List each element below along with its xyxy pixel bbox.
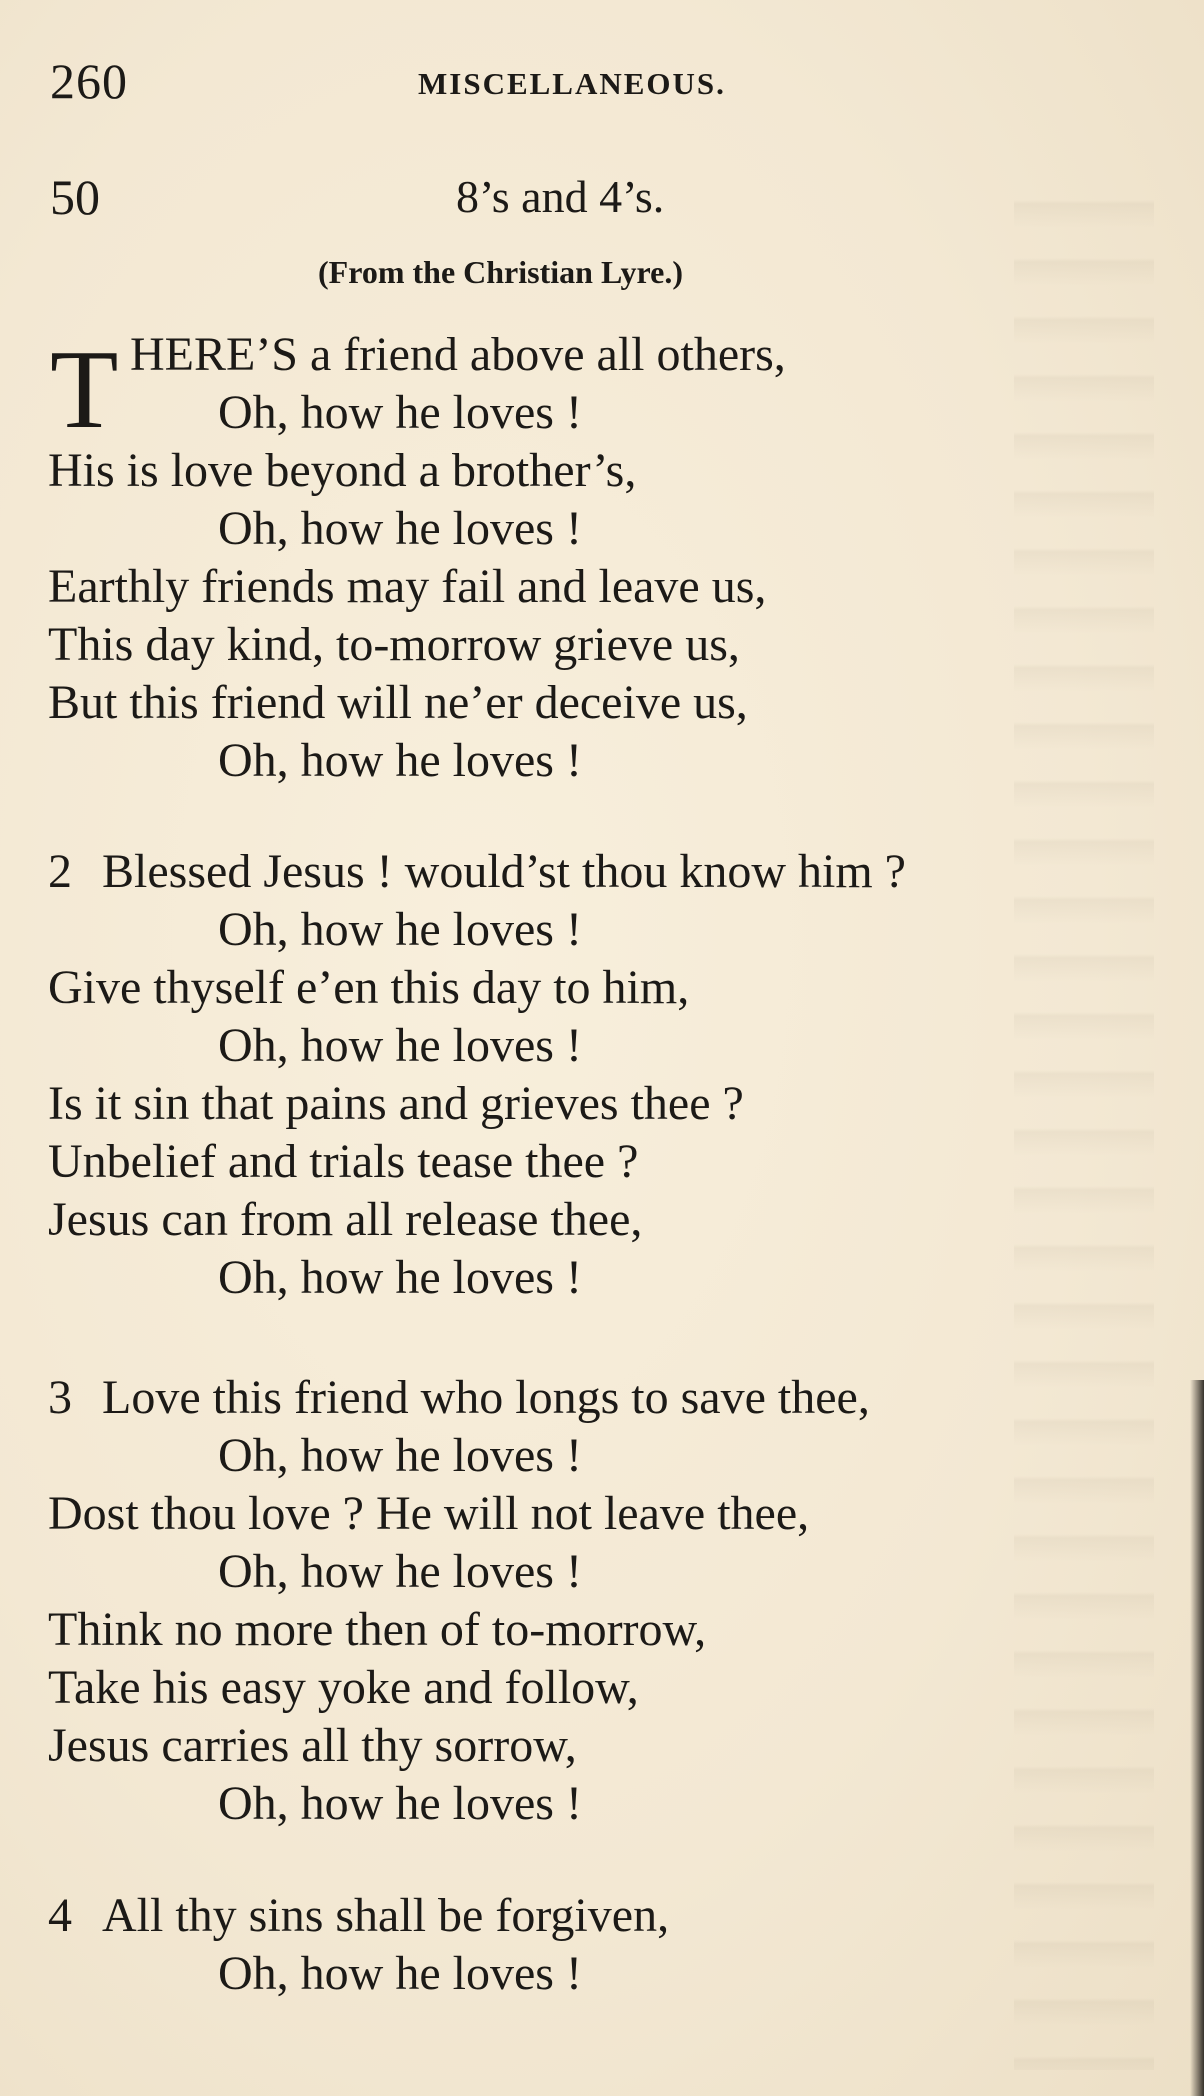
page-edge-shadow <box>1190 1380 1204 2096</box>
verse-line: Oh, how he loves ! <box>218 734 582 787</box>
verse-line: Oh, how he loves ! <box>218 386 582 439</box>
verse-line: Oh, how he loves ! <box>218 1545 582 1598</box>
hymn-heading <box>50 168 1150 238</box>
stanza-number: 2 <box>48 845 72 898</box>
hymn-source: (From the Christian Lyre.) <box>318 254 683 290</box>
stanza-3 <box>48 1369 1148 1833</box>
stanza-number: 4 <box>48 1889 72 1942</box>
verse-line: His is love beyond a brother’s, <box>48 444 637 497</box>
verse-line: But this friend will ne’er deceive us, <box>48 676 748 729</box>
hymn-meter: 8’s and 4’s. <box>456 171 665 222</box>
verse-line-text: All thy sins shall be forgiven, <box>102 1889 670 1942</box>
verse-line: Think no more then of to-morrow, <box>48 1603 707 1656</box>
verse-line-numbered <box>48 1887 1148 1945</box>
verse-line: Oh, how he loves ! <box>218 1429 582 1482</box>
verse-line: Oh, how he loves ! <box>218 903 582 956</box>
stanza-4 <box>48 1887 1148 2003</box>
verse-line: Oh, how he loves ! <box>218 502 582 555</box>
stanza-number: 3 <box>48 1371 72 1424</box>
verse-line: Give thyself e’en this day to him, <box>48 961 690 1014</box>
verse-line: Dost thou love ? He will not leave thee, <box>48 1487 810 1540</box>
verse-line: Oh, how he loves ! <box>218 1777 582 1830</box>
running-head: MISCELLANEOUS. <box>418 66 726 101</box>
verse-line-text: Blessed Jesus ! would’st thou know him ? <box>102 845 906 898</box>
verse-line: Oh, how he loves ! <box>218 1947 582 2000</box>
verse-line-numbered <box>48 1369 1148 1427</box>
verse-line: HERE’S a friend above all others, <box>130 328 786 381</box>
verse-line: Oh, how he loves ! <box>218 1251 582 1304</box>
verse-line: Is it sin that pains and grieves thee ? <box>48 1077 744 1130</box>
stanza-1 <box>48 326 1148 790</box>
verse-line: Jesus can from all release thee, <box>48 1193 643 1246</box>
page-number: 260 <box>50 53 128 109</box>
verse-line: Jesus carries all thy sorrow, <box>48 1719 577 1772</box>
hymn-number: 50 <box>50 169 100 225</box>
verse-line: Take his easy yoke and follow, <box>48 1661 639 1714</box>
verse-line: Unbelief and trials tease thee ? <box>48 1135 639 1188</box>
verse-line: Oh, how he loves ! <box>218 1019 582 1072</box>
stanza-2 <box>48 843 1148 1307</box>
verse-line-numbered <box>48 843 1148 901</box>
verse-line: Earthly friends may fail and leave us, <box>48 560 767 613</box>
verse-line-text: Love this friend who longs to save thee, <box>102 1371 870 1424</box>
verse-line: This day kind, to-morrow grieve us, <box>48 618 740 671</box>
page-header <box>50 52 1150 112</box>
drop-cap: T <box>50 328 119 452</box>
